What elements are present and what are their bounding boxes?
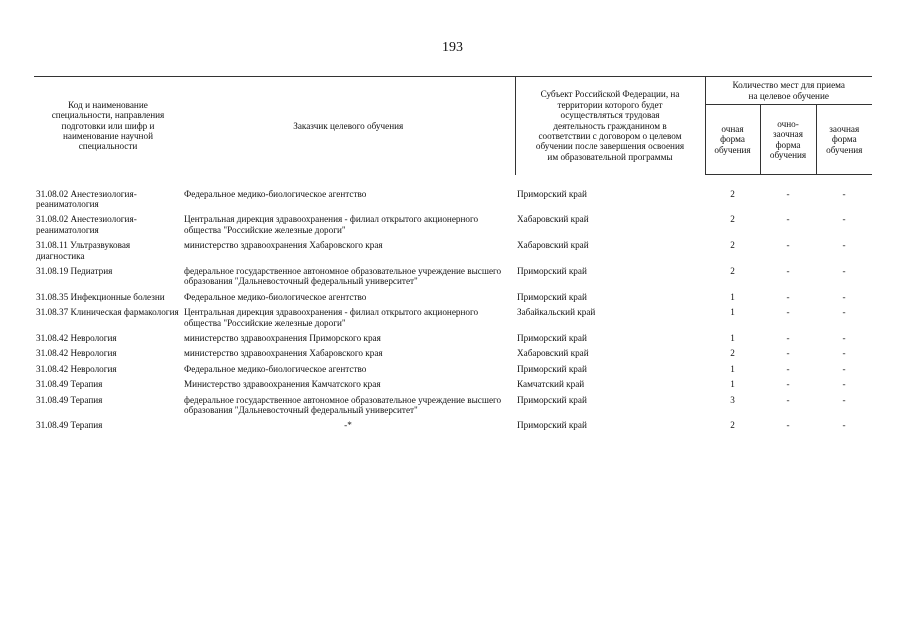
table-row xyxy=(34,212,872,238)
cell-full-time: 2 xyxy=(730,348,735,359)
cell-part-time: - xyxy=(786,291,790,302)
header-full-time: очная форма обучения xyxy=(705,105,760,175)
header-correspondence: заочная форма обучения xyxy=(816,105,872,175)
cell-customer: Министерство здравоохранения Камчатского края xyxy=(184,379,381,390)
cell-customer: федеральное государственное автономное образовательное учреждение высшего образования "Дальневосточный федеральный университет" xyxy=(184,394,502,415)
cell-part-time: - xyxy=(786,189,790,199)
header-customer: Заказчик целевого обучения xyxy=(182,77,515,175)
cell-part-time: - xyxy=(786,240,790,251)
table-body xyxy=(34,175,872,434)
cell-customer: Федеральное медико-биологическое агентство xyxy=(184,188,367,199)
cell-correspondence: - xyxy=(842,265,846,276)
cell-region: Приморский край xyxy=(517,363,587,374)
cell-part-time: - xyxy=(786,379,790,390)
table-row xyxy=(34,362,872,377)
cell-part-time: - xyxy=(786,214,790,225)
cell-customer: министерство здравоохранения Хабаровского края xyxy=(184,348,383,359)
cell-code: 31.08.49 Терапия xyxy=(36,420,103,431)
cell-region: Камчатский край xyxy=(517,379,585,390)
table-row xyxy=(34,393,872,419)
cell-full-time: 1 xyxy=(730,379,735,390)
cell-correspondence: - xyxy=(842,379,846,390)
cell-code: 31.08.02 Анестезиология-реаниматология xyxy=(36,214,137,235)
table-row xyxy=(34,175,872,213)
cell-full-time: 3 xyxy=(730,394,735,405)
cell-correspondence: - xyxy=(842,307,846,318)
cell-code: 31.08.11 Ультразвуковая диагностика xyxy=(36,240,131,261)
table-row xyxy=(34,238,872,264)
cell-code: 31.08.42 Неврология xyxy=(36,348,117,359)
cell-part-time: - xyxy=(786,307,790,318)
cell-region: Приморский край xyxy=(517,265,587,276)
header-part-time: очно-заочная форма обучения xyxy=(760,105,816,175)
table-row xyxy=(34,331,872,346)
cell-correspondence: - xyxy=(842,240,846,251)
header-places: Количество мест для приема на целевое обучение xyxy=(705,77,872,105)
cell-correspondence: - xyxy=(842,363,846,374)
cell-customer: Федеральное медико-биологическое агентство xyxy=(184,291,367,302)
cell-part-time: - xyxy=(786,348,790,359)
cell-region: Забайкальский край xyxy=(517,307,596,318)
header-code: Код и наименование специальности, направления подготовки или шифр и наименование научной специальности xyxy=(34,77,182,175)
table-header xyxy=(34,77,872,175)
cell-part-time: - xyxy=(786,394,790,405)
cell-part-time: - xyxy=(786,420,790,431)
cell-part-time: - xyxy=(786,265,790,276)
cell-code: 31.08.37 Клиническая фармакология xyxy=(36,307,179,318)
header-region: Субъект Российской Федерации, на территории которого будет осуществляться трудовая деятельность гражданином в соответствии с договором о целевом обучении после завершения освоения им образовательной программы xyxy=(515,77,705,175)
cell-region: Приморский край xyxy=(517,394,587,405)
cell-full-time: 2 xyxy=(730,420,735,431)
cell-code: 31.08.42 Неврология xyxy=(36,363,117,374)
target-admission-table xyxy=(34,76,872,434)
cell-full-time: 2 xyxy=(730,265,735,276)
cell-correspondence: - xyxy=(842,214,846,225)
cell-region: Приморский край xyxy=(517,291,587,302)
cell-full-time: 2 xyxy=(730,189,735,199)
cell-full-time: 1 xyxy=(730,363,735,374)
cell-correspondence: - xyxy=(842,394,846,405)
cell-region: Хабаровский край xyxy=(517,214,589,225)
cell-correspondence: - xyxy=(842,348,846,359)
table-row xyxy=(34,264,872,290)
cell-correspondence: - xyxy=(842,291,846,302)
cell-code: 31.08.19 Педиатрия xyxy=(36,265,113,276)
cell-correspondence: - xyxy=(842,189,846,199)
cell-customer: -* xyxy=(344,420,352,431)
cell-code: 31.08.42 Неврология xyxy=(36,332,117,343)
cell-customer: Центральная дирекция здравоохранения - филиал открытого акционерного общества "Российские железные дороги" xyxy=(184,214,479,235)
cell-region: Приморский край xyxy=(517,420,587,431)
cell-full-time: 2 xyxy=(730,240,735,251)
cell-full-time: 2 xyxy=(730,214,735,225)
cell-customer: министерство здравоохранения Приморского края xyxy=(184,332,381,343)
cell-customer: Федеральное медико-биологическое агентство xyxy=(184,363,367,374)
cell-code: 31.08.49 Терапия xyxy=(36,379,103,390)
cell-part-time: - xyxy=(786,332,790,343)
table-row xyxy=(34,346,872,361)
table-row xyxy=(34,305,872,331)
cell-region: Хабаровский край xyxy=(517,240,589,251)
cell-region: Хабаровский край xyxy=(517,348,589,359)
cell-full-time: 1 xyxy=(730,307,735,318)
cell-part-time: - xyxy=(786,363,790,374)
table-row xyxy=(34,418,872,433)
cell-region: Приморский край xyxy=(517,188,587,199)
cell-customer: федеральное государственное автономное образовательное учреждение высшего образования "Дальневосточный федеральный университет" xyxy=(184,265,502,287)
cell-full-time: 1 xyxy=(730,332,735,343)
cell-customer: Центральная дирекция здравоохранения - филиал открытого акционерного общества "Российские железные дороги" xyxy=(184,307,479,328)
cell-correspondence: - xyxy=(842,332,846,343)
cell-customer: министерство здравоохранения Хабаровского края xyxy=(184,240,383,251)
cell-code: 31.08.35 Инфекционные болезни xyxy=(36,291,165,302)
table-row xyxy=(34,377,872,392)
cell-code: 31.08.02 Анестезиология-реаниматология xyxy=(36,188,137,209)
page-number: 193 xyxy=(442,40,463,55)
table-row xyxy=(34,290,872,305)
cell-code: 31.08.49 Терапия xyxy=(36,394,103,405)
cell-region: Приморский край xyxy=(517,332,587,343)
cell-full-time: 1 xyxy=(730,291,735,302)
cell-correspondence: - xyxy=(842,420,846,431)
